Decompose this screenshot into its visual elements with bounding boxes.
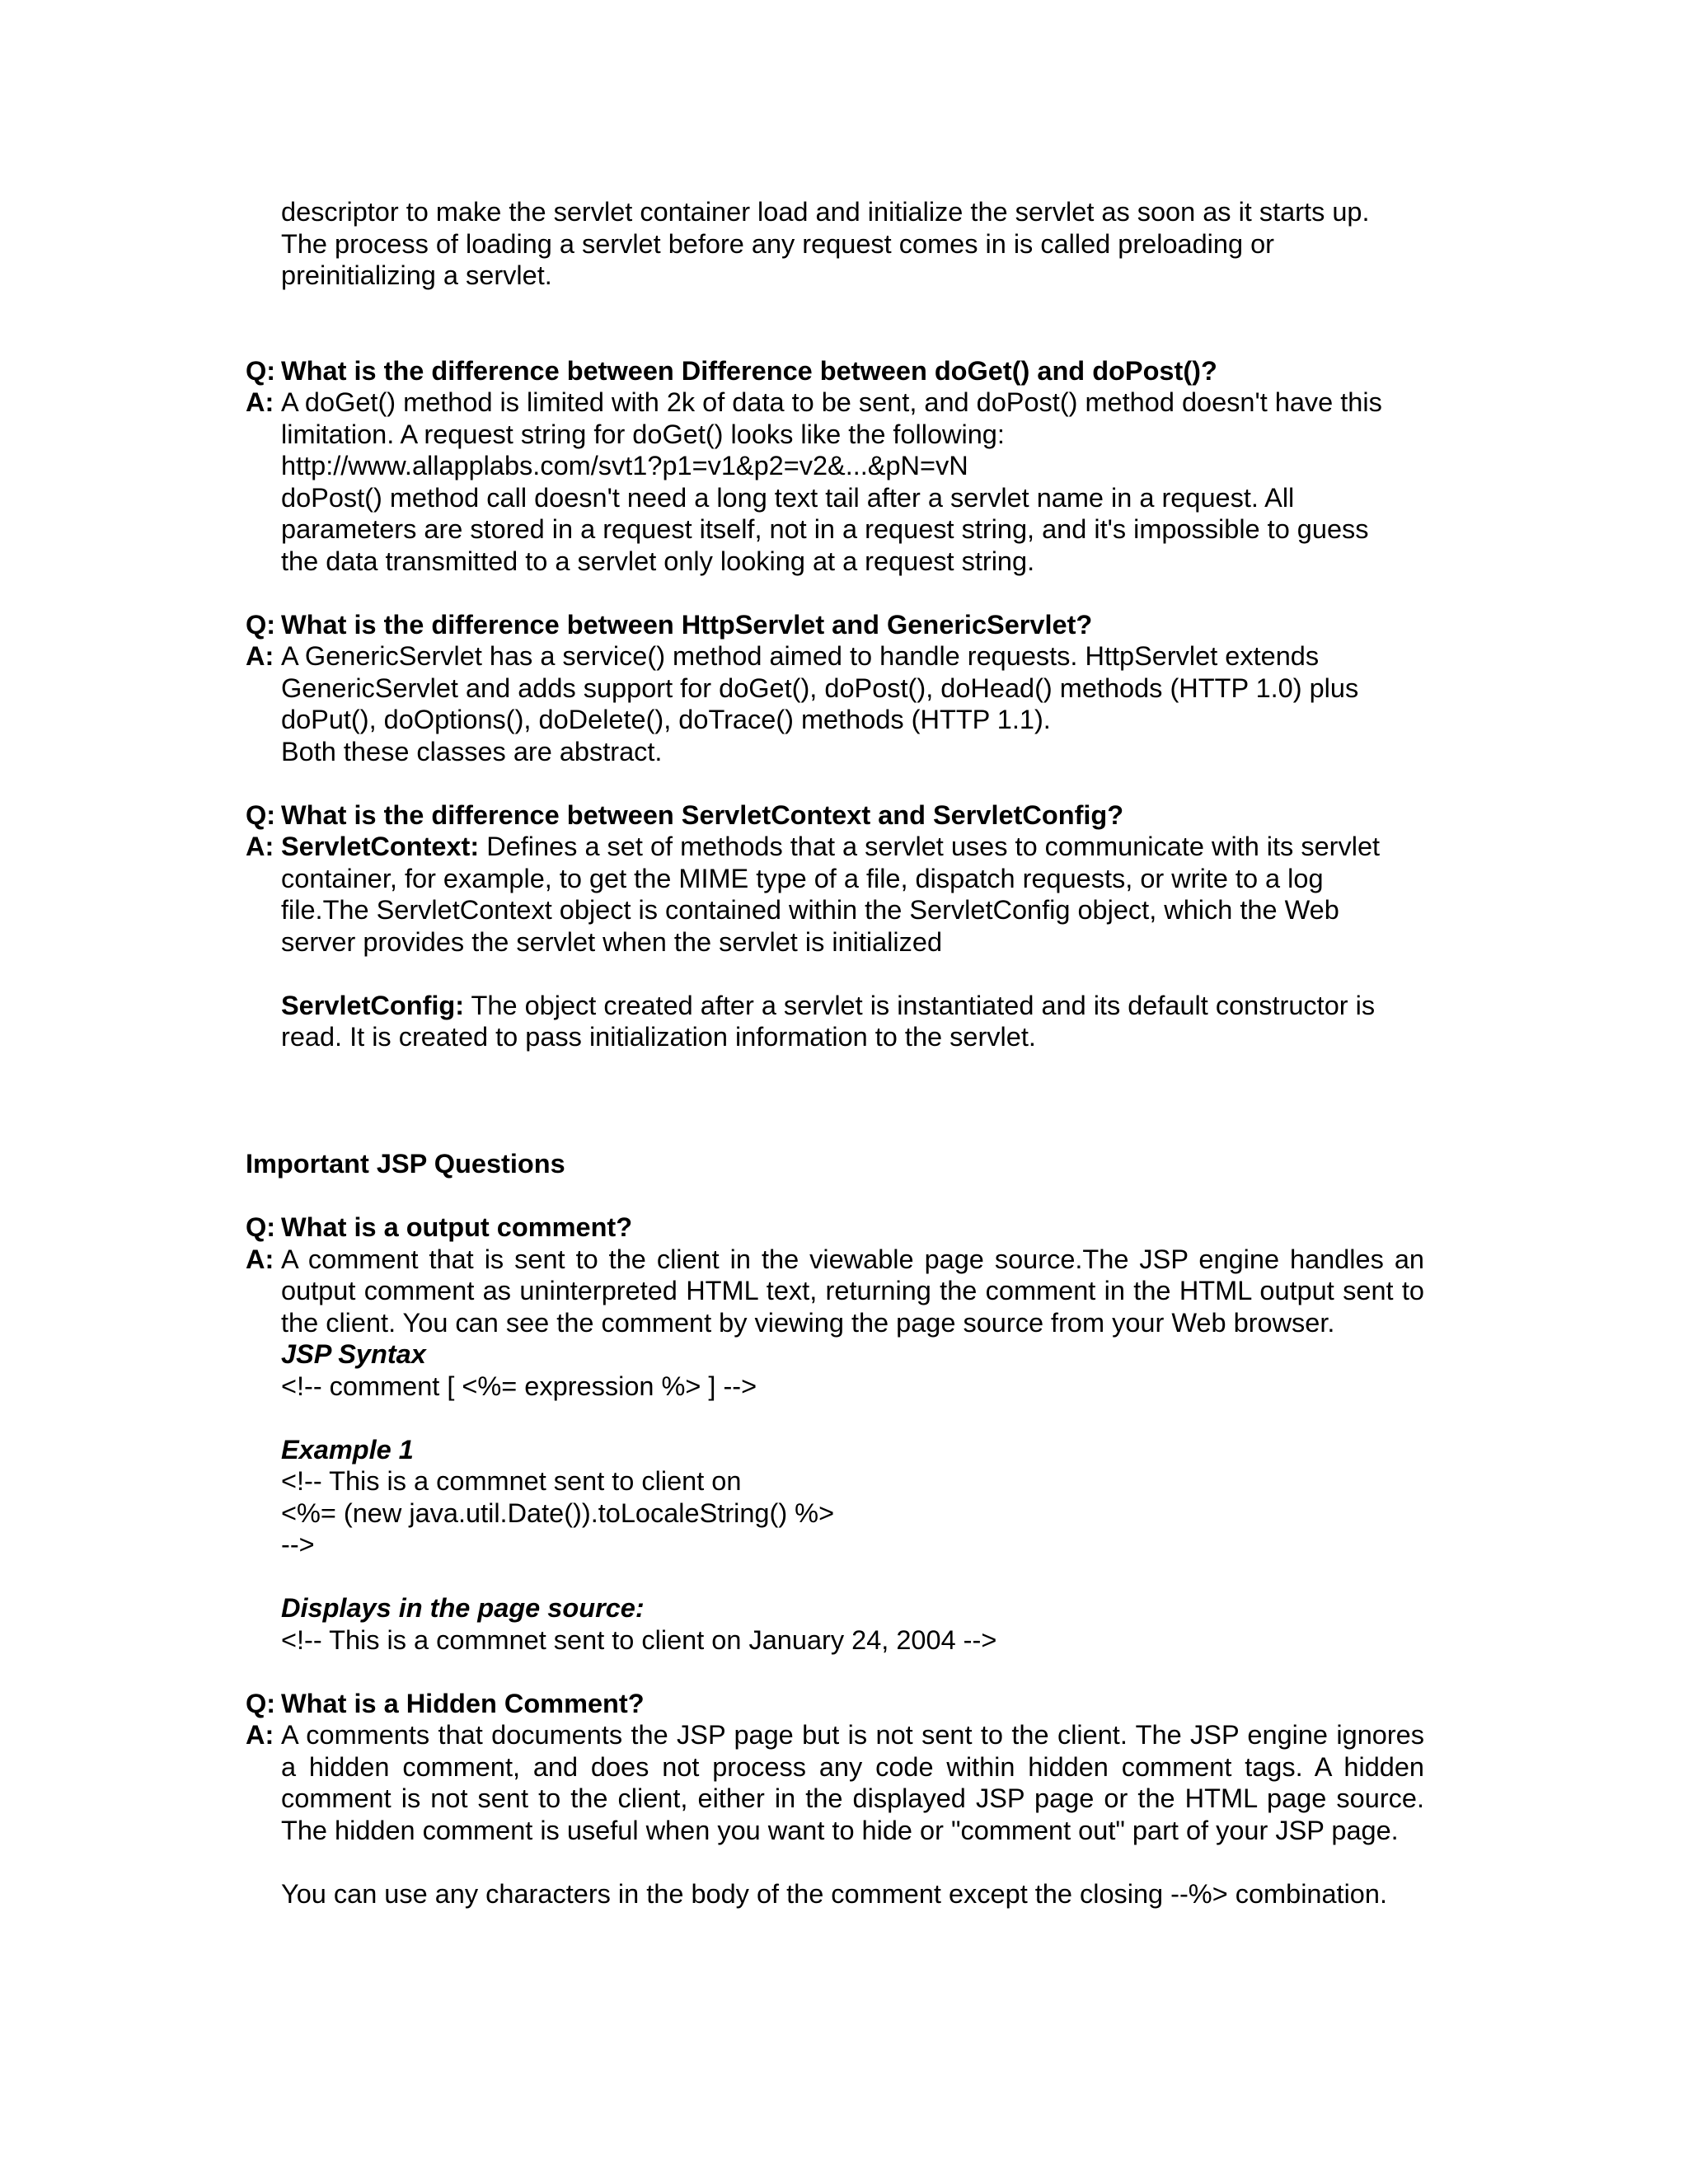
servletconfig-text: The object created after a servlet is instantiated and its default constructor is <box>464 990 1376 1020</box>
question-text: What is a output comment? <box>281 1212 633 1242</box>
answer-label: A: <box>246 832 274 861</box>
example-label: Example 1 <box>281 1434 414 1465</box>
answer-line: GenericServlet and adds support for doGet(), doPost(), doHead() methods (HTTP 1.0) plus <box>281 673 1359 703</box>
answer-label: A: <box>246 387 274 417</box>
answer-line: A GenericServlet has a service() method aimed to handle requests. HttpServlet extends <box>281 641 1320 671</box>
jsp-syntax-code: <!-- comment [ <%= expression %> ] --> <box>281 1371 757 1401</box>
answer-line: the data transmitted to a servlet only looking at a request string. <box>281 546 1035 576</box>
answer-httpservlet-genericservlet <box>246 640 1424 767</box>
intro-line: preinitializing a servlet. <box>281 260 552 290</box>
answer-servletcontext-servletconfig <box>246 831 1424 1053</box>
answer-paragraph: A comment that is sent to the client in the viewable page source.The JSP engine handles an output comment as uninterpreted HTML text, returning the comment in the HTML output sent to the client. You can see the comment by viewing the page source from your Web browser. <box>281 1244 1424 1338</box>
answer-line: server provides the servlet when the servlet is initialized <box>281 926 943 957</box>
answer-note: You can use any characters in the body of the comment except the closing --%> combination. <box>281 1878 1387 1909</box>
answer-label: A: <box>246 1244 274 1274</box>
question-text: What is the difference between ServletContext and ServletConfig? <box>281 799 1124 830</box>
question-httpservlet-genericservlet <box>246 609 1424 641</box>
answer-paragraph: A comments that documents the JSP page but is not sent to the client. The JSP engine ignores a hidden comment, and does not process any code within hidden comment tags. A hidden comment is not sent to the client, either in the displayed JSP page or the HTML page source. The hidden comment is useful when you want to hide or "comment out" part of your JSP page. <box>281 1720 1424 1845</box>
question-doget-dopost <box>246 355 1424 387</box>
answer-doget-dopost <box>246 387 1424 577</box>
answer-line: container, for example, to get the MIME type of a file, dispatch requests, or write to a log <box>281 863 1324 893</box>
answer-output-comment <box>246 1244 1424 1657</box>
servletcontext-term: ServletContext: <box>281 832 480 861</box>
question-label: Q: <box>246 609 276 640</box>
question-output-comment <box>246 1212 1424 1244</box>
answer-hidden-comment <box>246 1719 1424 1910</box>
intro-paragraph <box>281 196 1424 292</box>
request-url-example: http://www.allapplabs.com/svt1?p1=v1&p2=v2&...&pN=vN <box>281 451 968 480</box>
example-code-line: <!-- This is a commnet sent to client on <box>281 1466 742 1496</box>
answer-line: Both these classes are abstract. <box>281 736 663 766</box>
question-text: What is a Hidden Comment? <box>281 1688 645 1718</box>
question-text: What is the difference between Difference between doGet() and doPost()? <box>281 355 1217 386</box>
document-body <box>246 196 1424 1910</box>
answer-line: doPut(), doOptions(), doDelete(), doTrace() methods (HTTP 1.1). <box>281 705 1051 734</box>
displays-label: Displays in the page source: <box>281 1593 645 1623</box>
question-hidden-comment <box>246 1688 1424 1720</box>
servletconfig-definition <box>281 990 1424 1022</box>
section-heading: Important JSP Questions <box>246 1149 565 1179</box>
answer-label: A: <box>246 641 274 671</box>
example-code-line: <%= (new java.util.Date()).toLocaleString() %> <box>281 1497 835 1528</box>
jsp-syntax-label: JSP Syntax <box>281 1339 426 1369</box>
answer-line: parameters are stored in a request itself, not in a request string, and it's impossible to guess <box>281 514 1369 544</box>
answer-line: file.The ServletContext object is contained within the ServletConfig object, which the Web <box>281 895 1339 925</box>
example-code-line: --> <box>281 1530 315 1559</box>
answer-label: A: <box>246 1720 274 1750</box>
question-servletcontext-servletconfig <box>246 799 1424 832</box>
question-text: What is the difference between HttpServlet and GenericServlet? <box>281 609 1093 640</box>
question-label: Q: <box>246 1688 276 1718</box>
intro-line: The process of loading a servlet before any request comes in is called preloading or <box>281 228 1274 259</box>
servletcontext-text: Defines a set of methods that a servlet uses to communicate with its servlet <box>479 832 1381 861</box>
answer-line: doPost() method call doesn't need a long text tail after a servlet name in a request. All <box>281 482 1295 513</box>
displays-code: <!-- This is a commnet sent to client on January 24, 2004 --> <box>281 1624 997 1655</box>
question-label: Q: <box>246 799 276 830</box>
intro-line: descriptor to make the servlet container load and initialize the servlet as soon as it starts up. <box>281 197 1370 227</box>
question-label: Q: <box>246 355 276 386</box>
servletconfig-term: ServletConfig: <box>281 990 465 1020</box>
answer-line: read. It is created to pass initialization information to the servlet. <box>281 1022 1036 1052</box>
answer-line: A doGet() method is limited with 2k of data to be sent, and doPost() method doesn't have this <box>281 387 1382 417</box>
servletcontext-definition <box>281 831 1424 863</box>
question-label: Q: <box>246 1212 276 1242</box>
answer-line: limitation. A request string for doGet() looks like the following: <box>281 419 1005 449</box>
